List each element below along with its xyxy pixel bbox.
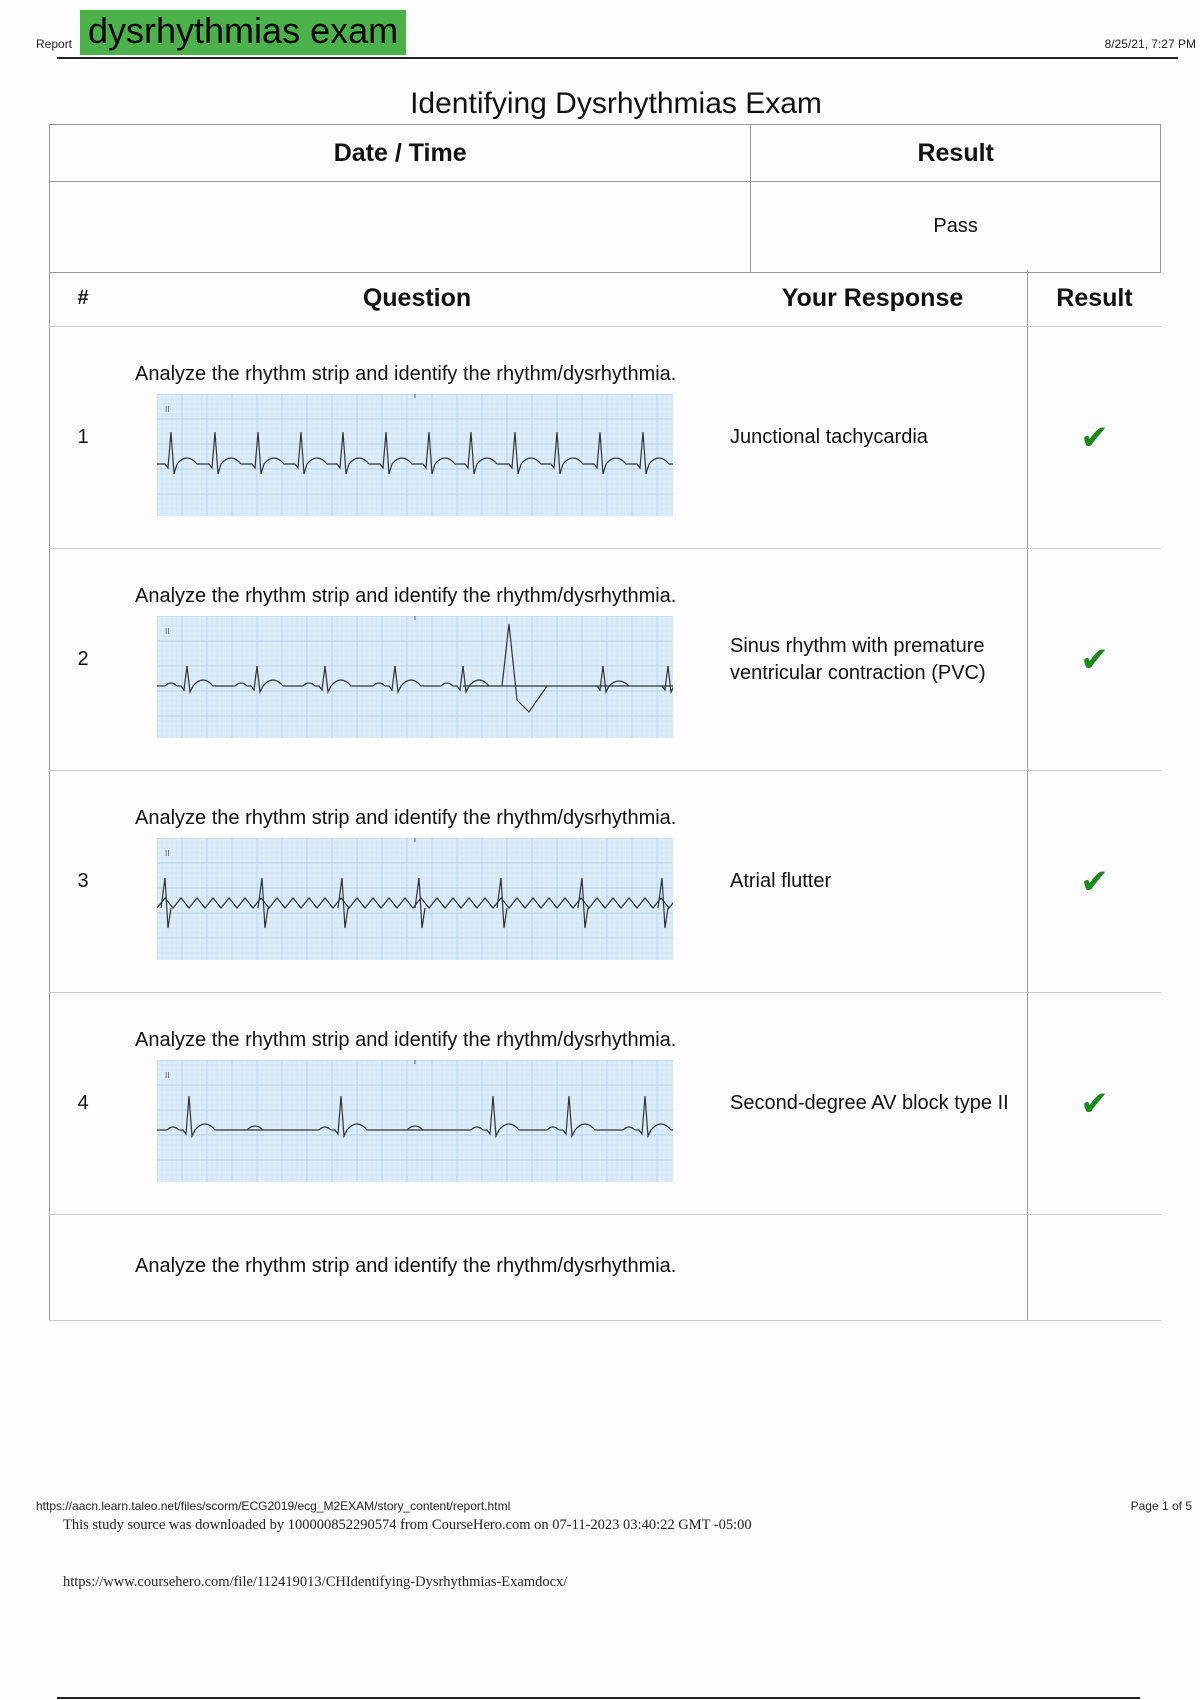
ecg-strip-image [157, 394, 673, 516]
footer-page-number: Page 1 of 5 [1130, 1499, 1192, 1513]
result-cell [1028, 1215, 1162, 1321]
check-icon: ✔ [1080, 640, 1109, 679]
question-cell [116, 327, 718, 549]
strip-lead-label: II [165, 626, 170, 636]
summary-datetime-value [50, 182, 751, 273]
question-row [50, 771, 1162, 993]
check-icon: ✔ [1080, 862, 1109, 901]
header-question: Question [116, 270, 718, 327]
ecg-strip-image [157, 838, 673, 960]
response-text: Sinus rhythm with premature ventricular contraction (PVC) [718, 549, 1028, 771]
strip-lead-label: II [165, 404, 170, 414]
question-cell [116, 771, 718, 993]
footer-coursehero-link[interactable]: https://www.coursehero.com/file/112419013/CHIdentifying-Dysrhythmias-Examdocx/ [63, 1574, 568, 1590]
footer-source-note: This study source was downloaded by 100000852290574 from CourseHero.com on 07-11-2023 03:40:22 GMT -05:00 [63, 1517, 752, 1533]
footer-divider [57, 1697, 1140, 1699]
question-number: 3 [50, 771, 117, 993]
header-report-label: Report [36, 37, 73, 51]
footer-url: https://aacn.learn.taleo.net/files/scorm/ECG2019/ecg_M2EXAM/story_content/report.html [36, 1499, 511, 1513]
question-number [50, 1215, 117, 1321]
question-row [50, 549, 1162, 771]
strip-lead-label: II [165, 848, 170, 858]
question-prompt: Analyze the rhythm strip and identify the rhythm/dysrhythmia. [135, 584, 677, 607]
question-prompt: Analyze the rhythm strip and identify the rhythm/dysrhythmia. [135, 362, 677, 385]
header-response: Your Response [718, 270, 1028, 327]
response-text [718, 1215, 1028, 1321]
question-row [50, 993, 1162, 1215]
summary-header-result: Result [751, 125, 1161, 182]
header-result: Result [1028, 270, 1162, 327]
response-text: Atrial flutter [718, 771, 1028, 993]
summary-result-value: Pass [751, 182, 1161, 273]
ecg-strip-image [157, 1060, 673, 1182]
check-icon: ✔ [1080, 418, 1109, 457]
question-cell [116, 993, 718, 1215]
question-cell [116, 1215, 718, 1321]
result-cell [1028, 993, 1162, 1215]
page-title: Identifying Dysrhythmias Exam [410, 87, 822, 120]
question-row [50, 1215, 1162, 1321]
question-prompt: Analyze the rhythm strip and identify the rhythm/dysrhythmia. [135, 1028, 677, 1051]
response-text: Second-degree AV block type II [718, 993, 1028, 1215]
ecg-strip-image [157, 616, 673, 738]
header-divider [57, 57, 1178, 59]
question-row [50, 327, 1162, 549]
strip-lead-label: II [165, 1070, 170, 1080]
questions-table [49, 270, 1161, 1321]
question-number: 4 [50, 993, 117, 1215]
question-number: 1 [50, 327, 117, 549]
summary-table [49, 124, 1161, 273]
question-number: 2 [50, 549, 117, 771]
question-prompt: Analyze the rhythm strip and identify the rhythm/dysrhythmia. [135, 806, 677, 829]
response-text: Junctional tachycardia [718, 327, 1028, 549]
question-cell [116, 549, 718, 771]
question-prompt: Analyze the rhythm strip and identify the rhythm/dysrhythmia. [135, 1255, 677, 1277]
header-num: # [50, 270, 117, 327]
check-icon: ✔ [1080, 1084, 1109, 1123]
header-datetime: 8/25/21, 7:27 PM [1104, 37, 1196, 51]
header-highlight-title: dysrhythmias exam [80, 10, 406, 55]
result-cell [1028, 549, 1162, 771]
result-cell [1028, 327, 1162, 549]
result-cell [1028, 771, 1162, 993]
summary-header-datetime: Date / Time [50, 125, 751, 182]
